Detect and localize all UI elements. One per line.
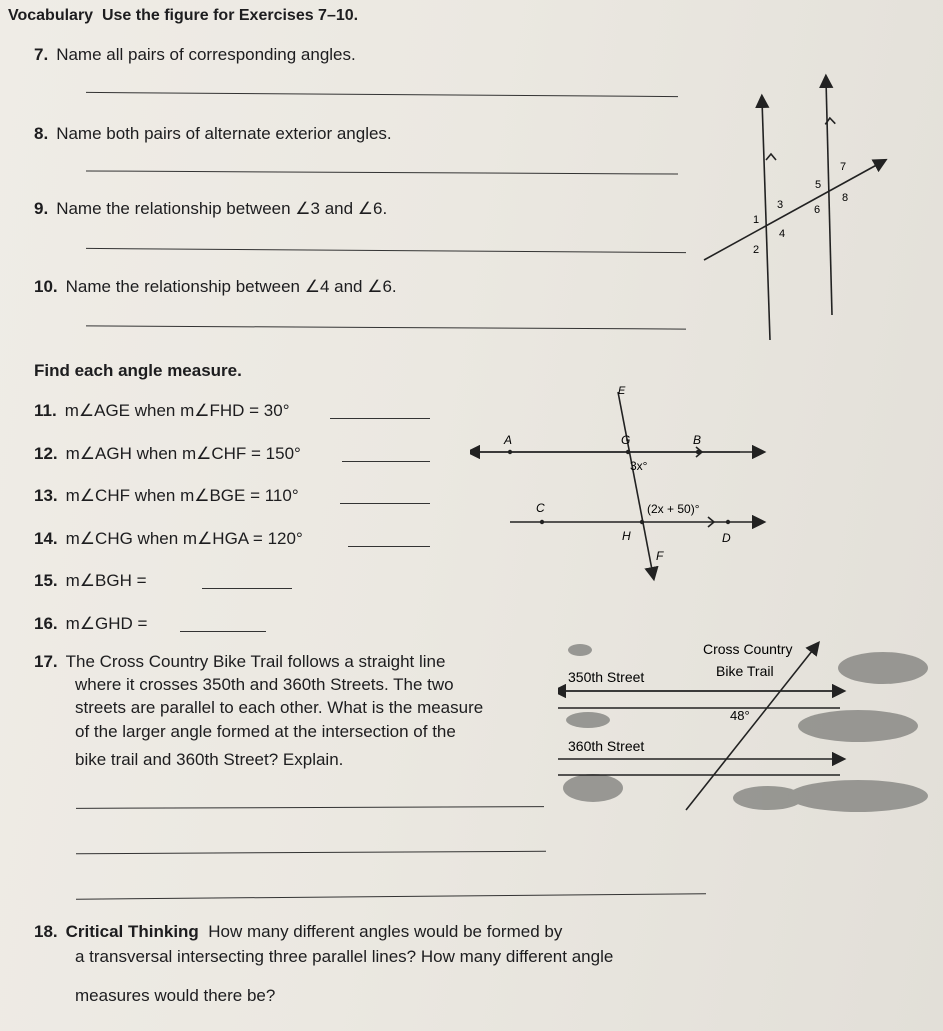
transversal-ef: [618, 392, 653, 575]
parallel-line-right: [826, 80, 832, 315]
exercise-number: 12.: [34, 444, 58, 463]
answer-line-17b[interactable]: [76, 851, 546, 854]
transversal-line: [704, 162, 882, 260]
answer-line-14[interactable]: [348, 546, 430, 547]
answer-line-7[interactable]: [86, 92, 678, 97]
label-b: B: [693, 433, 702, 447]
answer-line-9[interactable]: [86, 248, 686, 253]
angle-label-5: 5: [815, 179, 822, 191]
exercise-text: m∠AGE when m∠FHD = 30°: [64, 401, 290, 420]
label-h: H: [622, 529, 631, 543]
parallel-mark-right: [830, 120, 831, 134]
point-a: [508, 450, 512, 454]
exercise-text-line-3: measures would there be?: [75, 986, 276, 1005]
angle-label-2: 2: [753, 244, 760, 256]
exercise-9: [34, 199, 387, 219]
street-360th-label: 360th Street: [568, 738, 645, 754]
exercise-text-line-3: streets are parallel to each other. What is the measure: [75, 698, 484, 717]
exercise-8: [34, 124, 392, 144]
exercise-number: 15.: [34, 571, 58, 590]
point-b: [696, 450, 700, 454]
critical-thinking-label: Critical Thinking: [65, 922, 199, 941]
answer-line-10[interactable]: [86, 325, 686, 329]
street-350th-label: 350th Street: [568, 669, 645, 685]
point-g: [626, 450, 630, 454]
label-c: C: [536, 501, 545, 515]
label-g: G: [621, 433, 631, 447]
angle-label-7: 7: [840, 161, 847, 173]
answer-line-16[interactable]: [180, 631, 266, 632]
exercise-10: [34, 277, 397, 297]
angle-label-3: 3: [777, 199, 784, 211]
exercise-18: [34, 922, 562, 942]
point-c: [540, 520, 544, 524]
angle-label-8: 8: [842, 192, 849, 204]
answer-line-8[interactable]: [86, 170, 678, 174]
label-f: F: [656, 549, 664, 563]
angle-label-4: 4: [779, 228, 786, 240]
exercise-text: m∠GHD =: [65, 614, 148, 633]
exercise-14: [34, 529, 303, 549]
exercise-text-line-5: bike trail and 360th Street? Explain.: [75, 750, 344, 769]
answer-line-15[interactable]: [202, 588, 292, 589]
answer-line-13[interactable]: [340, 503, 430, 504]
angle-measure-figure: [470, 370, 770, 585]
exercise-11: [34, 401, 290, 421]
bike-trail-map: [558, 638, 938, 828]
angle-2x-plus-50: (2x + 50)°: [647, 502, 700, 516]
answer-line-12[interactable]: [342, 461, 430, 462]
exercise-number: 11.: [34, 401, 57, 420]
exercise-number: 18.: [34, 922, 58, 941]
angle-label-1: 1: [753, 214, 760, 226]
exercise-number: 9.: [34, 199, 49, 218]
exercise-number: 17.: [34, 652, 58, 671]
exercise-text-line-2: where it crosses 350th and 360th Streets. The two: [75, 675, 454, 694]
exercise-number: 10.: [34, 277, 58, 296]
parallel-lines-figure: [690, 70, 900, 350]
vocabulary-label: Vocabulary: [8, 7, 94, 24]
vocabulary-instructions: Use the figure for Exercises 7–10.: [101, 7, 359, 24]
point-h: [640, 520, 644, 524]
exercise-7: [34, 45, 356, 65]
exercise-text: m∠BGH =: [65, 571, 147, 590]
parallel-line-left: [762, 100, 770, 340]
find-heading: Find each angle measure.: [34, 361, 242, 380]
angle-3x: 3x°: [630, 459, 648, 473]
exercise-12: [34, 444, 301, 464]
exercise-text: Name the relationship between ∠3 and ∠6.: [56, 199, 388, 218]
exercise-16: [34, 614, 147, 634]
angle-48-label: 48°: [730, 708, 750, 723]
exercise-number: 13.: [34, 486, 58, 505]
angle-label-6: 6: [814, 204, 821, 216]
exercise-number: 16.: [34, 614, 58, 633]
exercise-text: m∠CHF when m∠BGE = 110°: [65, 486, 299, 505]
exercise-text-line-1: The Cross Country Bike Trail follows a straight line: [65, 652, 446, 671]
exercise-text-line-2: a transversal intersecting three parallel lines? How many different angle: [75, 947, 614, 966]
exercise-number: 14.: [34, 529, 58, 548]
exercise-13: [34, 486, 299, 506]
answer-line-17c[interactable]: [76, 893, 706, 899]
exercise-number: 8.: [34, 124, 49, 143]
label-d: D: [722, 531, 731, 545]
exercise-text: m∠AGH when m∠CHF = 150°: [65, 444, 301, 463]
label-a: A: [504, 433, 513, 447]
exercise-text: Name both pairs of alternate exterior angles.: [56, 124, 392, 143]
vocabulary-header: [8, 6, 358, 26]
answer-line-11[interactable]: [330, 418, 430, 419]
exercise-text-line-1: How many different angles would be formed by: [208, 922, 563, 941]
answer-line-17a[interactable]: [76, 806, 544, 809]
trail-label-line-2: Bike Trail: [716, 663, 774, 679]
exercise-text-line-4: of the larger angle formed at the intersection of the: [75, 722, 456, 741]
exercise-17: [34, 652, 445, 672]
label-e: E: [618, 385, 626, 397]
exercise-15: [34, 571, 147, 591]
exercise-text: Name all pairs of corresponding angles.: [56, 45, 356, 64]
exercise-text: Name the relationship between ∠4 and ∠6.: [65, 277, 397, 296]
exercise-number: 7.: [34, 45, 49, 64]
point-d: [726, 520, 730, 524]
exercise-text: m∠CHG when m∠HGA = 120°: [65, 529, 303, 548]
trail-label-line-1: Cross Country: [703, 641, 793, 657]
